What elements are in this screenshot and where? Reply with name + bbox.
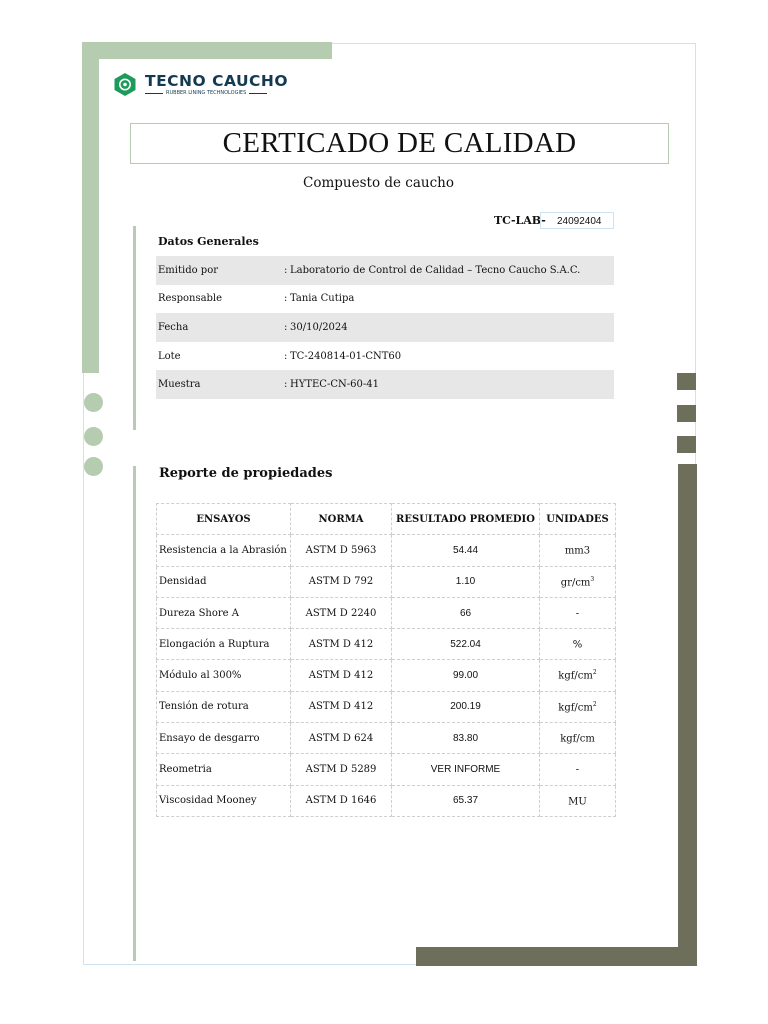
general-data-row — [156, 342, 614, 371]
general-field-value: Tania Cutipa — [290, 293, 355, 305]
test-result: 54.44 — [392, 535, 540, 566]
general-data-row — [156, 313, 614, 342]
section-rule-general — [133, 226, 136, 430]
field-separator: : — [284, 256, 290, 285]
table-row — [157, 785, 616, 816]
field-separator: : — [284, 293, 288, 305]
test-result: 1.10 — [392, 566, 540, 597]
decorative-square — [677, 373, 696, 390]
test-unit — [540, 723, 616, 754]
bottom-accent-bar — [416, 947, 697, 966]
test-norm: ASTM D 1646 — [291, 785, 392, 816]
document-subtitle: Compuesto de caucho — [303, 175, 454, 191]
test-norm: ASTM D 5963 — [291, 535, 392, 566]
unit-text: gr/cm — [560, 576, 591, 588]
unit-text: kgf/cm — [558, 670, 593, 682]
test-norm: ASTM D 792 — [291, 566, 392, 597]
logo-tagline-row — [145, 90, 288, 96]
test-norm: ASTM D 624 — [291, 723, 392, 754]
table-row — [157, 660, 616, 691]
general-field-label: Responsable — [158, 293, 223, 305]
properties-header-row — [157, 504, 616, 535]
field-separator: : — [284, 370, 290, 399]
unit-exponent: 3 — [590, 575, 595, 583]
test-name: Módulo al 300% — [157, 660, 291, 691]
test-result: 65.37 — [392, 785, 540, 816]
lab-code-value: 24092404 — [540, 212, 614, 229]
general-field-label: Fecha — [156, 313, 284, 342]
test-name: Elongación a Ruptura — [157, 629, 291, 660]
test-unit — [540, 660, 616, 691]
test-name: Dureza Shore A — [157, 597, 291, 628]
properties-title: Reporte de propiedades — [159, 466, 333, 481]
general-field-value: 30/10/2024 — [290, 313, 614, 342]
test-norm: ASTM D 412 — [291, 691, 392, 722]
test-norm: ASTM D 412 — [291, 629, 392, 660]
unit-text: mm3 — [564, 545, 591, 557]
column-header: ENSAYOS — [157, 504, 291, 535]
test-result: VER INFORME — [392, 754, 540, 785]
general-data-table — [156, 256, 614, 399]
unit-text: kgf/cm — [558, 702, 593, 714]
test-unit — [540, 535, 616, 566]
left-accent-bar — [82, 42, 99, 373]
test-unit — [540, 785, 616, 816]
decorative-dot — [84, 427, 103, 446]
table-row — [157, 597, 616, 628]
test-result: 66 — [392, 597, 540, 628]
decorative-dot — [84, 457, 103, 476]
column-header: RESULTADO PROMEDIO — [392, 504, 540, 535]
column-header: UNIDADES — [540, 504, 616, 535]
company-logo — [113, 72, 288, 97]
general-data-title: Datos Generales — [158, 235, 259, 248]
test-result: 99.00 — [392, 660, 540, 691]
test-unit — [540, 691, 616, 722]
table-row — [157, 535, 616, 566]
table-row — [157, 566, 616, 597]
document-title: CERTICADO DE CALIDAD — [222, 127, 577, 159]
general-data-row — [156, 285, 614, 314]
unit-text: - — [575, 608, 580, 620]
table-row — [157, 691, 616, 722]
unit-text: kgf/cm — [560, 733, 595, 745]
test-norm: ASTM D 412 — [291, 660, 392, 691]
field-separator: : — [284, 350, 288, 362]
lab-code-label: TC-LAB- — [494, 214, 546, 227]
right-accent-bar — [678, 464, 697, 966]
test-result: 522.04 — [392, 629, 540, 660]
test-result: 83.80 — [392, 723, 540, 754]
test-unit — [540, 597, 616, 628]
test-unit — [540, 566, 616, 597]
table-row — [157, 754, 616, 785]
test-name: Resistencia a la Abrasión — [157, 535, 291, 566]
test-name: Ensayo de desgarro — [157, 723, 291, 754]
hexagon-logo-icon — [113, 72, 137, 97]
top-accent-bar — [82, 42, 332, 59]
test-unit — [540, 754, 616, 785]
unit-text: % — [572, 639, 583, 651]
table-row — [157, 723, 616, 754]
properties-table — [156, 503, 616, 817]
field-separator: : — [284, 313, 290, 342]
general-field-value: HYTEC-CN-60-41 — [290, 370, 614, 399]
decorative-square — [677, 436, 696, 453]
general-field-label: Lote — [158, 350, 181, 362]
section-rule-properties — [133, 466, 136, 961]
test-name: Viscosidad Mooney — [157, 785, 291, 816]
general-data-row — [156, 370, 614, 399]
general-data-row — [156, 256, 614, 285]
test-norm: ASTM D 2240 — [291, 597, 392, 628]
test-unit — [540, 629, 616, 660]
test-name: Tensión de rotura — [157, 691, 291, 722]
unit-text: MU — [568, 795, 587, 807]
general-field-label: Muestra — [156, 370, 284, 399]
test-result: 200.19 — [392, 691, 540, 722]
logo-brand-name: TECNO CAUCHO — [145, 72, 289, 90]
general-field-value: Laboratorio de Control de Calidad – Tecno Caucho S.A.C. — [290, 256, 614, 285]
unit-exponent: 2 — [592, 700, 597, 708]
unit-text: - — [575, 764, 580, 776]
logo-tagline: RUBBER LINING TECHNOLOGIES — [166, 90, 247, 96]
decorative-square — [677, 405, 696, 422]
general-field-label: Emitido por — [156, 256, 284, 285]
test-name: Reometria — [157, 754, 291, 785]
unit-exponent: 2 — [592, 669, 597, 677]
test-norm: ASTM D 5289 — [291, 754, 392, 785]
decorative-dot — [84, 393, 103, 412]
test-name: Densidad — [157, 566, 291, 597]
general-field-value: TC-240814-01-CNT60 — [290, 350, 402, 362]
table-row — [157, 629, 616, 660]
title-box — [130, 123, 669, 164]
column-header: NORMA — [291, 504, 392, 535]
